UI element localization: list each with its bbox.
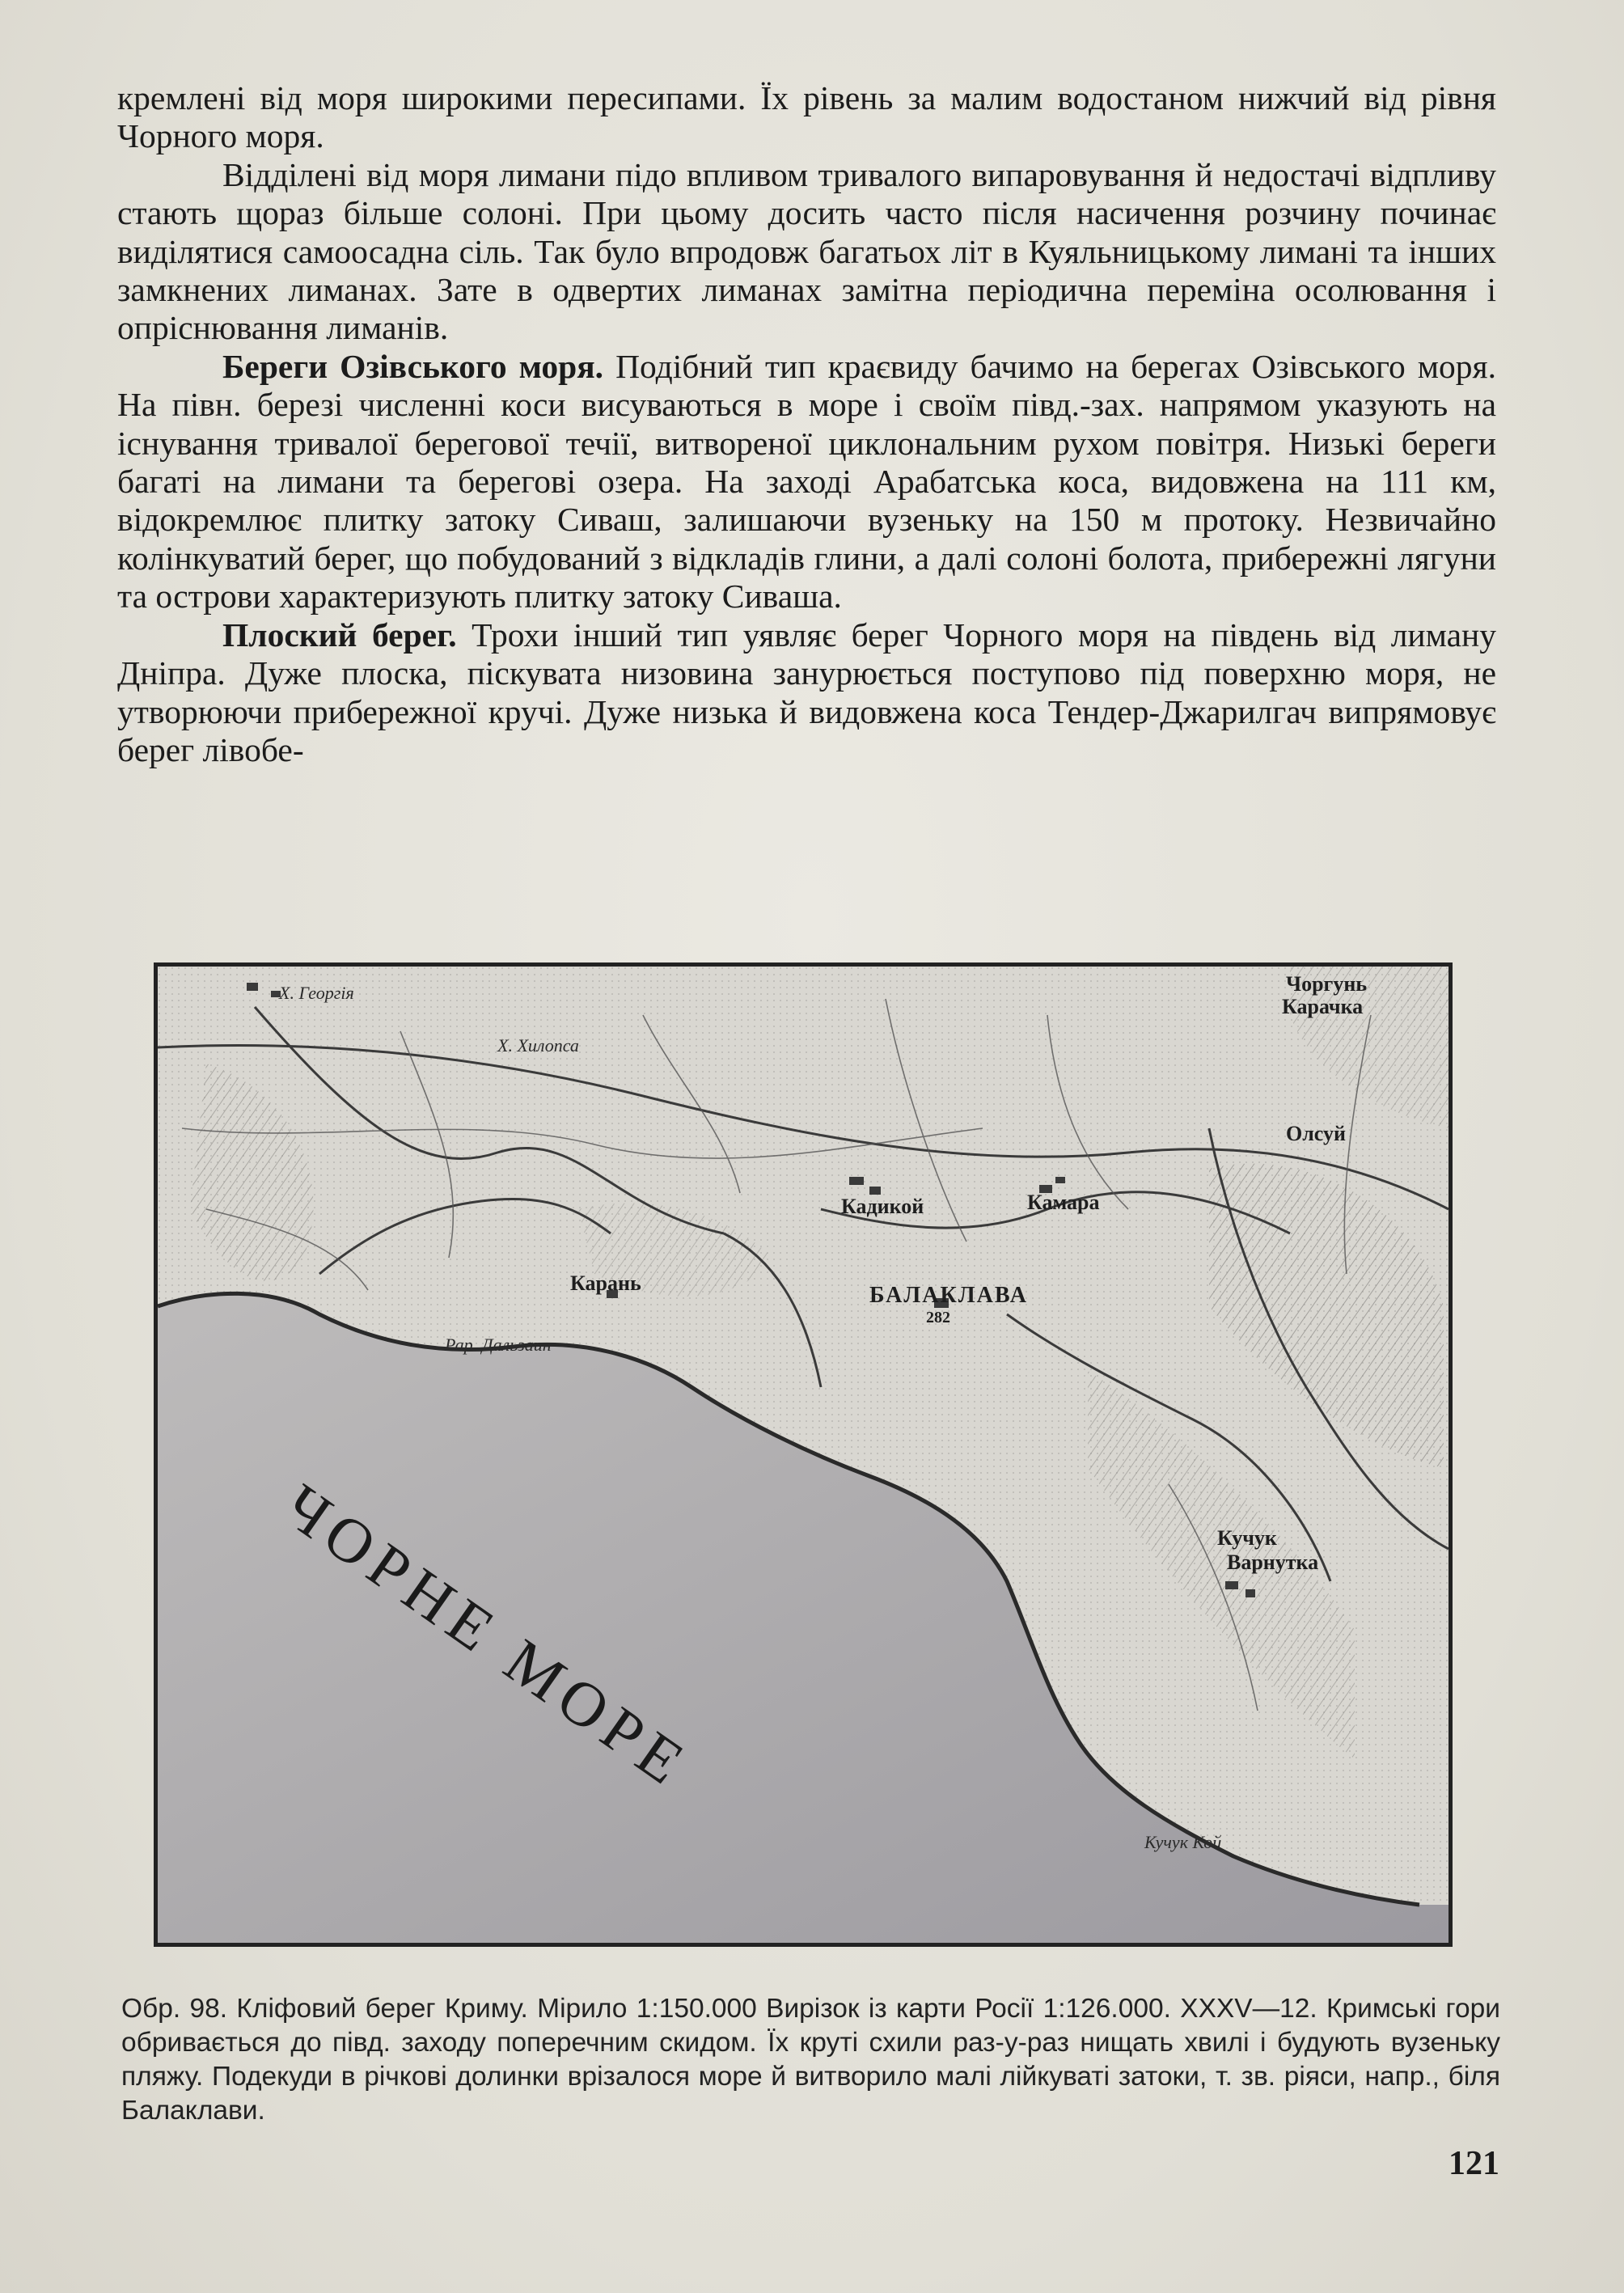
- label-elevation: 282: [926, 1309, 950, 1326]
- paragraph-1-text: кремлені від моря широкими пересипами. Їх рівень за малим водостаном нижчий від рівня Чорного моря.: [117, 79, 1496, 155]
- paragraph-4: [117, 616, 1496, 770]
- label-khilopsa: Х. Хилопса: [497, 1035, 579, 1056]
- label-karachka: Карачка: [1282, 995, 1364, 1018]
- map-image: [158, 967, 1448, 1943]
- section-heading-flat-coast: Плоский берег.: [222, 616, 457, 654]
- section-heading-azov: Береги Озівського моря.: [222, 347, 604, 385]
- label-karan: Карань: [570, 1271, 641, 1295]
- paragraph-1: [117, 79, 1496, 156]
- paragraph-4-text: Трохи інший тип уявляє берег Чорного моря на південь від лиману Дніпра. Дуже плоска, піскувата низовина занурюється поступово під поверхню моря, не утворюючи прибережної кручі. Дуже низька й видовжена коса Тендер-Джарилгач випрямовує берег лівобе-: [117, 616, 1496, 768]
- label-balaklava: БАЛАКЛАВА: [869, 1283, 1028, 1308]
- label-chorgun: Чоргунь: [1286, 972, 1368, 996]
- label-dalzain: Рар. Дальзаин: [445, 1335, 552, 1355]
- label-varnutka: Варнутка: [1227, 1551, 1319, 1574]
- paragraph-3: [117, 348, 1496, 616]
- label-kamara: Камара: [1027, 1191, 1100, 1214]
- label-kuchuk: Кучук: [1217, 1526, 1277, 1550]
- crimea-coast-map: [154, 962, 1453, 1947]
- page-number: 121: [1448, 2145, 1499, 2182]
- label-kadikoi: Кадикой: [841, 1195, 924, 1218]
- paragraph-3-text: Подібний тип краєвиду бачимо на берегах Озівського моря. На півн. березі численні коси висуваються в море і своїм півд.-зах. напрямом указують на існування тривалої берегової течії, витвореної циклональним рухом повітря. Низькі береги багаті на лимани та берегові озера. На заході Арабатська коса, видовжена на 111 км, відокремлює плитку затоку Сиваш, залишаючи вузеньку на 150 м протоку. Незвичайно колінкуватий берег, що побудований з відкладів глини, а далі солоні болота, прибережні лягуни та острови характеризують плитку затоку Сиваша.: [117, 347, 1496, 616]
- sea-label: ЧОРНЕ МОРЕ: [271, 1470, 703, 1802]
- paragraph-2-text: Відділені від моря лимани підо впливом тривалого випаровування й недостачі відпливу стають щораз більше солоні. При цьому досить часто після насичення розчину починає виділятися самоосадна сіль. Так було впродовж багатьох літ в Куяльницькому лимані та інших замкнених лиманах. Зате в одвертих лиманах замітна періодична переміна осолювання і опріснювання лиманів.: [117, 155, 1496, 347]
- label-kuchuk-koi: Кучук Кой: [1144, 1832, 1222, 1852]
- label-georgiya: Х. Георгія: [279, 983, 354, 1003]
- body-text: [117, 79, 1496, 769]
- label-olsui: Олсуй: [1286, 1122, 1346, 1145]
- figure-caption: Обр. 98. Кліфовий берег Криму. Мірило 1:150.000 Вирізок із карти Росії 1:126.000. XXXV—12. Кримські гори обривається до півд. заходу поперечним скидом. Їх круті схили раз-у-раз нищать хвилі і будують вузеньку пляжу. Подекуди в річкові долинки врізалося море й витворило малі лійкуваті затоки, т. зв. ріяси, напр., біля Балаклави.: [121, 1994, 1500, 2126]
- paragraph-2: [117, 156, 1496, 348]
